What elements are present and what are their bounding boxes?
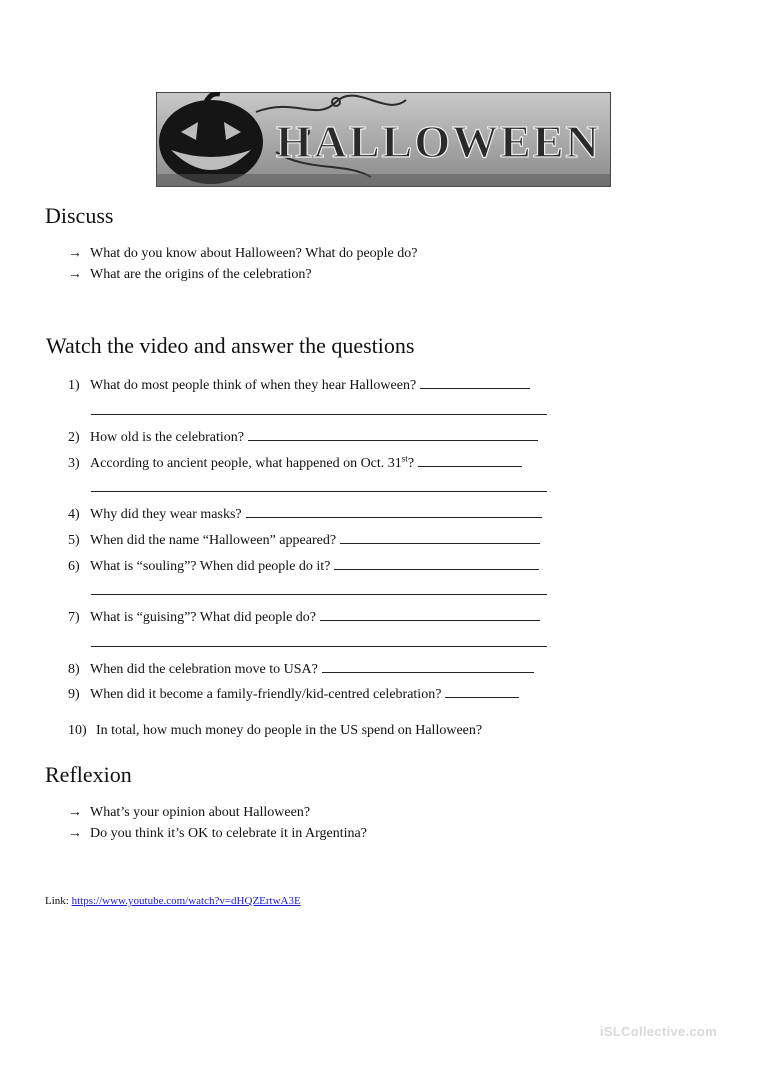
question-4: 4) Why did they wear masks? — [68, 503, 542, 524]
discuss-item: → What are the origins of the celebration? — [68, 267, 312, 282]
question-8: 8) When did the celebration move to USA? — [68, 658, 534, 679]
video-link[interactable]: https://www.youtube.com/watch?v=dHQZErtwA3E — [71, 895, 301, 907]
discuss-item: → What do you know about Halloween? What do people do? — [68, 246, 418, 261]
question-5: 5) When did the name “Halloween” appeared? — [68, 529, 540, 550]
banner-title: HALLOWEEN — [276, 116, 601, 167]
answer-line[interactable] — [246, 503, 542, 518]
watermark: iSLCollective.com — [599, 1024, 717, 1039]
answer-line[interactable] — [91, 594, 547, 595]
answer-line[interactable] — [91, 491, 547, 492]
question-7: 7) What is “guising”? What did people do? — [68, 606, 540, 627]
discuss-heading: Discuss — [45, 203, 114, 228]
question-2: 2) How old is the celebration? — [68, 426, 538, 447]
answer-line[interactable] — [340, 529, 540, 544]
answer-line[interactable] — [418, 452, 522, 467]
answer-line[interactable] — [91, 414, 547, 415]
reflexion-heading: Reflexion — [45, 762, 132, 787]
answer-line[interactable] — [445, 683, 519, 698]
link-label: Link: — [45, 895, 69, 907]
arrow-right-icon: → — [68, 805, 82, 820]
answer-line[interactable] — [91, 646, 547, 647]
arrow-right-icon: → — [68, 267, 82, 282]
answer-line[interactable] — [322, 658, 534, 673]
question-6: 6) What is “souling”? When did people do it? — [68, 555, 539, 576]
arrow-right-icon: → — [68, 246, 82, 261]
answer-line[interactable] — [248, 426, 538, 441]
question-3: 3) According to ancient people, what happened on Oct. 31st? — [68, 452, 522, 473]
arrow-right-icon: → — [68, 826, 82, 841]
question-9: 9) When did it become a family-friendly/kid-centred celebration? — [68, 683, 519, 704]
halloween-banner — [156, 92, 611, 187]
video-link-row — [45, 895, 301, 907]
answer-line[interactable] — [420, 374, 530, 389]
answer-line[interactable] — [334, 555, 539, 570]
question-1: 1) What do most people think of when they hear Halloween? — [68, 374, 530, 395]
answer-line[interactable] — [320, 606, 540, 621]
question-10: 10) In total, how much money do people in the US spend on Halloween? — [68, 723, 483, 738]
reflexion-item: → Do you think it’s OK to celebrate it in Argentina? — [68, 826, 367, 841]
reflexion-item: → What’s your opinion about Halloween? — [68, 805, 311, 820]
video-heading: Watch the video and answer the questions — [46, 333, 415, 358]
